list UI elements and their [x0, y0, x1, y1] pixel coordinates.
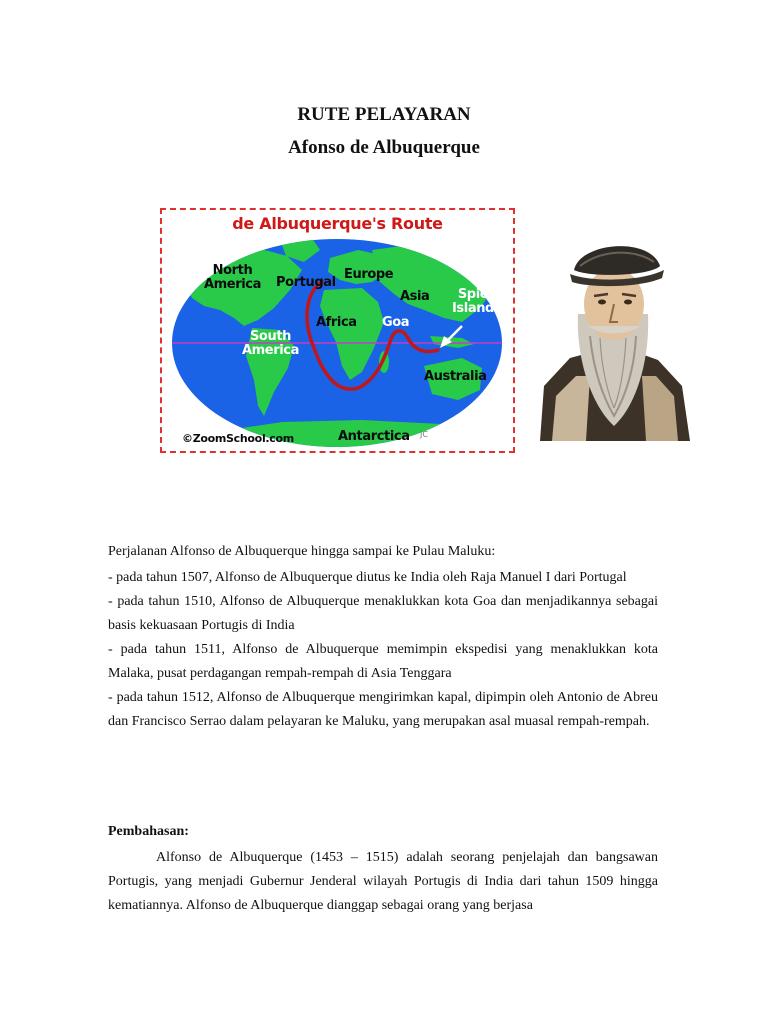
intro-paragraph — [108, 540, 658, 564]
world-map-graphic — [162, 210, 513, 451]
label-africa: Africa — [316, 315, 357, 330]
list-item: - pada tahun 1512, Alfonso de Albuquerque mengirimkan kapal, dipimpin oleh Antonio de Abreu dan Francisco Serrao dalam pelayaran ke Maluku, yang merupakan asal muasal rempah-rempah. — [108, 690, 658, 729]
label-antarctica: Antarctica — [338, 429, 410, 444]
label-portugal: Portugal — [276, 275, 336, 290]
label-south-america: South America — [242, 329, 299, 358]
label-spice-islands: Spice Islands — [452, 287, 502, 316]
list-item: - pada tahun 1507, Alfonso de Albuquerque diutus ke India oleh Raja Manuel I dari Portugal — [108, 570, 627, 585]
list-item: - pada tahun 1510, Alfonso de Albuquerque menaklukkan kota Goa dan menjadikannya sebagai basis kekuasaan Portugis di India — [108, 594, 658, 633]
map-copyright: ©ZoomSchool.com — [182, 432, 294, 445]
label-europe: Europe — [344, 267, 394, 282]
page-title: RUTE PELAYARAN — [297, 104, 471, 125]
label-goa: Goa — [382, 315, 410, 330]
intro-text: Perjalanan Alfonso de Albuquerque hingga sampai ke Pulau Maluku: — [108, 544, 496, 559]
albuquerque-portrait — [530, 226, 695, 441]
discussion-heading: Pembahasan: — [108, 824, 189, 839]
label-australia: Australia — [424, 369, 487, 384]
label-asia: Asia — [400, 289, 430, 304]
page-subtitle: Afonso de Albuquerque — [288, 137, 480, 158]
label-north-america: North America — [204, 263, 261, 292]
discussion-paragraph: Alfonso de Albuquerque (1453 – 1515) adalah seorang penjelajah dan bangsawan Portugis, yang menjadi Gubernur Jenderal wilayah Portugis di India dari tahun 1509 hingga kematiannya. Alfonso de Albuquerque dianggap sebagai orang yang berjasa — [108, 850, 658, 913]
route-map — [160, 208, 515, 453]
map-signature: JC — [420, 430, 428, 439]
list-item: - pada tahun 1511, Alfonso de Albuquerque memimpin ekspedisi yang menaklukkan kota Malaka, pusat perdagangan rempah-rempah di Asia Tenggara — [108, 642, 658, 681]
map-heading: de Albuquerque's Route — [232, 214, 443, 233]
history-list — [108, 566, 658, 734]
